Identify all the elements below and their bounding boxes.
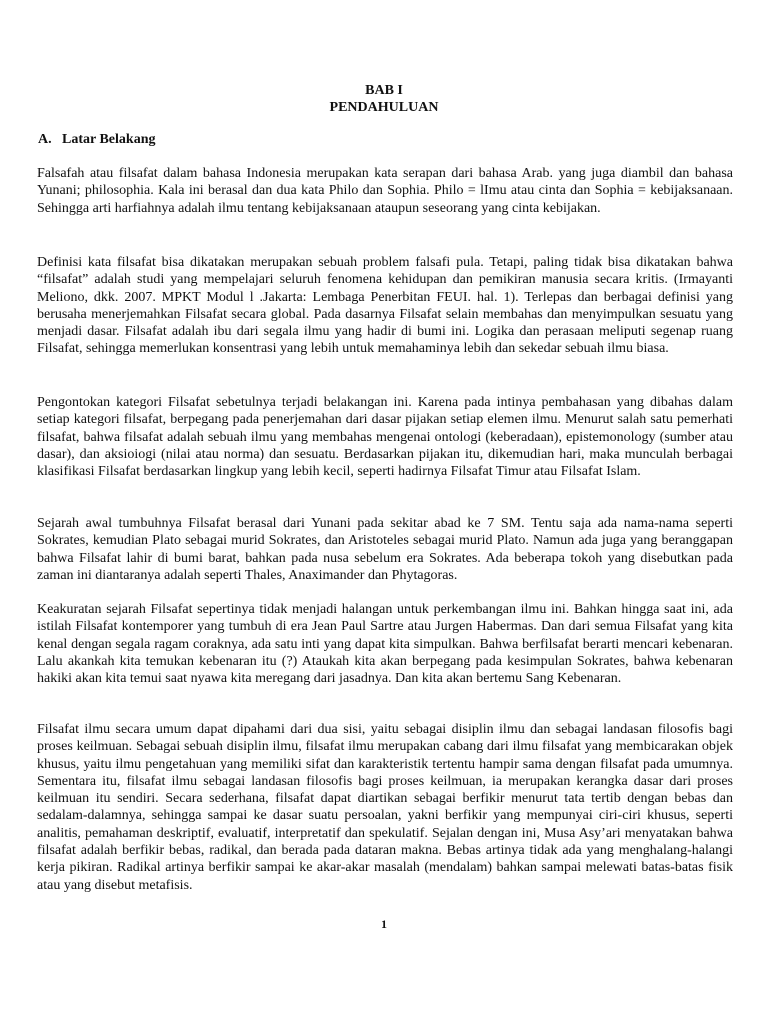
chapter-label: BAB I [365,83,403,98]
section-title: Latar Belakang [62,132,156,147]
section-heading [38,132,155,148]
body-paragraph: Sejarah awal tumbuhnya Filsafat berasal dari Yunani pada sekitar abad ke 7 SM. Tentu saja ada nama-nama seperti Sokrates, kemudian Plato sebagai murid Sokrates, dan Aristoteles sebagai murid Plato. Namun ada juga yang beranggapan bahwa Filsafat lahir di bumi barat, bahkan pada nusa sebelum era Sokrates. Ada beberapa tokoh yang disebutkan pada zaman ini diantaranya adalah seperti Thales, Anaximander dan Phytagoras. [37,516,733,583]
body-paragraph: Filsafat ilmu secara umum dapat dipahami dari dua sisi, yaitu sebagai disiplin ilmu dan sebagai landasan filosofis bagi proses keilmuan. Sebagai sebuah disiplin ilmu, filsafat ilmu merupakan cabang dari ilmu filsafat yang membicarakan objek khusus, yaitu ilmu pengetahuan yang memiliki sifat dan karakteristik tertentu hampir sama dengan filsafat pada umumnya. Sementara itu, filsafat ilmu sebagai landasan filosofis bagi proses keilmuan, ia merupakan kerangka dasar dari proses keilmuan itu sendiri. Secara sederhana, filsafat dapat diartikan sebagai berfikir menurut tata tertib dengan bebas dan sedalam-dalamnya, sehingga sampai ke dasar suatu persoalan, yakni berfikir yang mempunyai ciri-ciri khusus, seperti analitis, pemahaman deskriptif, evaluatif, interpretatif dan spekulatif. Sejalan dengan ini, Musa Asy’ari menyatakan bahwa filsafat adalah berfikir bebas, radikal, dan berada pada dataran makna. Bebas artinya tidak ada yang menghalang-halangi kerja pikiran. Radikal artinya berfikir sampai ke akar-akar masalah (mendalam) bahkan sampai melewati batas-batas fisik atau yang disebut metafisis. [37,722,733,893]
body-paragraph: Keakuratan sejarah Filsafat sepertinya tidak menjadi halangan untuk perkembangan ilmu ini. Bahkan hingga saat ini, ada istilah Filsafat kontemporer yang tumbuh di era Jean Paul Sartre atau Jurgen Habermas. Dan dari semua Filsafat yang kita kenal dengan segala ragam coraknya, ada satu inti yang dapat kita simpulkan. Bahwa berfilsafat berarti mencari kebenaran. Lalu akankah kita temukan kebenaran itu (?) Ataukah kita akan berpegang pada kesimpulan Sokrates, bahwa kebenaran hakiki akan kita temui saat nyawa kita meregang dari jasadnya. Dan kita akan bertemu Sang Kebenaran. [37,602,733,687]
page-number: 1 [381,917,387,931]
body-paragraph: Definisi kata filsafat bisa dikatakan merupakan sebuah problem falsafi pula. Tetapi, paling tidak bisa dikatakan bahwa “filsafat” adalah studi yang mempelajari seluruh fenomena kehidupan dan pemikiran manusia secara kritis. (Irmayanti Meliono, dkk. 2007. MPKT Modul l .Jakarta: Lembaga Penerbitan FEUI. hal. 1). Terlepas dan berbagai definisi yang berusaha menerjemahkan Filsafat secara global. Pada dasarnya Filsafat selain membahas dan menyimpulkan sesuatu yang menjadi dasar. Filsafat adalah ibu dari segala ilmu yang hadir di bumi ini. Logika dan perasaan meliputi segenap ruang Filsafat, sehingga memerlukan konsentrasi yang lebih untuk memahaminya lebih dan sekedar sebuah ilmu biasa. [37,255,733,357]
chapter-title: PENDAHULUAN [329,100,439,115]
section-number: A. [38,132,52,147]
body-paragraph: Pengontokan kategori Filsafat sebetulnya terjadi belakangan ini. Karena pada intinya pembahasan yang dibahas dalam setiap kategori filsafat, berpegang pada penerjemahan dari dasar pijakan setiap elemen ilmu. Menurut salah satu pemerhati filsafat, bahwa filsafat adalah sebuah ilmu yang membahas mengenai ontologi (keberadaan), epistemonology (sumber atau dasar), dan aksioiogi (nilai atau norma) dan sesuatu. Berdasarkan pijakan itu, dikemudian hari, maka munculah berbagai klasifikasi Filsafat berdasarkan lingkup yang lebih kecil, seperti hadirnya Filsafat Timur atau Filsafat Islam. [37,395,733,480]
body-paragraph: Falsafah atau filsafat dalam bahasa Indonesia merupakan kata serapan dari bahasa Arab. yang juga diambil dan bahasa Yunani; philosophia. Kala ini berasal dan dua kata Philo dan Sophia. Philo = lImu atau cinta dan Sophia = kebijaksanaan. Sehingga arti harfiahnya adalah ilmu tentang kebijaksanaan ataupun seseorang yang cinta kebijakan. [37,166,733,216]
